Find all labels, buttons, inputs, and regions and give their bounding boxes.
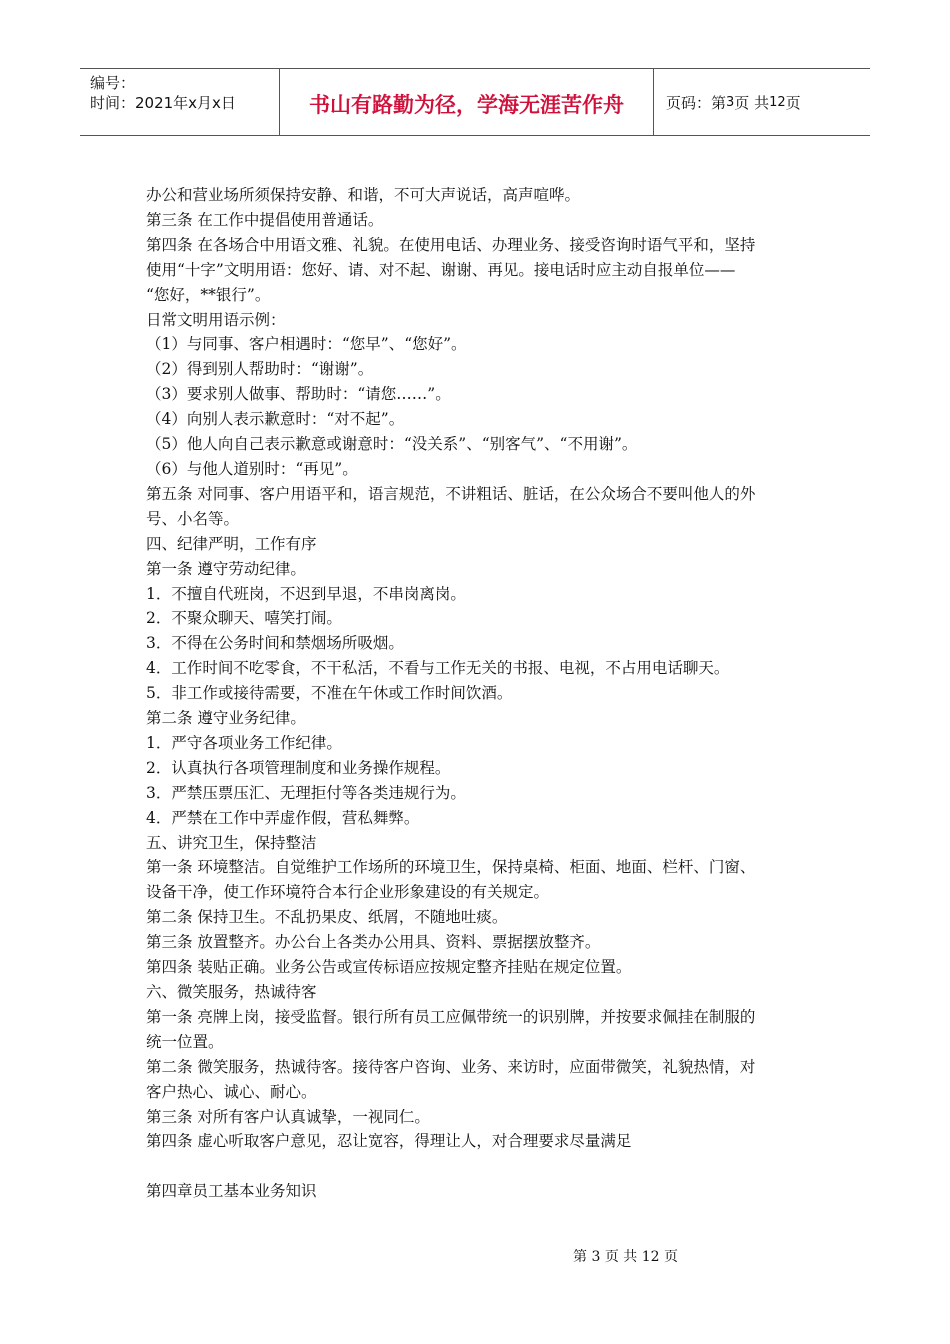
page-mid: 页 共 bbox=[734, 93, 770, 112]
body-line: 第三条 在工作中提倡使用普通话。 bbox=[146, 210, 384, 229]
body-line: “您好，**银行”。 bbox=[146, 285, 271, 304]
body-line: 2．不聚众聊天、嘻笑打闹。 bbox=[146, 609, 342, 628]
date-label: 时间：2021年x月x日 bbox=[90, 94, 236, 112]
body-line: 第一条 亮牌上岗，接受监督。银行所有员工应佩带统一的识别牌，并按要求佩挂在制服的 bbox=[146, 1007, 756, 1026]
body-line: 1．严守各项业务工作纪律。 bbox=[146, 733, 342, 752]
body-line: 2．认真执行各项管理制度和业务操作规程。 bbox=[146, 758, 451, 777]
body-line: 五、讲究卫生，保持整洁 bbox=[146, 833, 317, 852]
body-line: 4．严禁在工作中弄虚作假，营私舞弊。 bbox=[146, 808, 420, 827]
body-line: 第三条 放置整齐。办公台上各类办公用具、资料、票据摆放整齐。 bbox=[146, 933, 601, 952]
body-line: 使用“十字”文明用语：您好、请、对不起、谢谢、再见。接电话时应主动自报单位—— bbox=[146, 260, 736, 279]
body-line: 日常文明用语示例： bbox=[146, 310, 286, 329]
body-line: （3）要求别人做事、帮助时：“请您……”。 bbox=[146, 385, 451, 404]
body-line: 第一条 遵守劳动纪律。 bbox=[146, 559, 306, 578]
paragraph-gap bbox=[146, 1154, 816, 1179]
body-line: 第二条 遵守业务纪律。 bbox=[146, 709, 306, 728]
body-line: 第三条 对所有客户认真诚挚，一视同仁。 bbox=[146, 1107, 430, 1126]
page-suffix: 页 bbox=[785, 93, 801, 112]
body-line: 第四条 虚心听取客户意见，忍让宽容，得理让人，对合理要求尽量满足 bbox=[146, 1132, 632, 1151]
body-line: 第五条 对同事、客户用语平和，语言规范，不讲粗话、脏话，在公众场合不要叫他人的外 bbox=[146, 484, 756, 503]
body-line: 统一位置。 bbox=[146, 1032, 224, 1051]
body-lines bbox=[146, 183, 816, 1154]
page-total: 12 bbox=[769, 94, 786, 110]
body-line: 客户热心、诚心、耐心。 bbox=[146, 1082, 317, 1101]
body-line: 第四条 在各场合中用语文雅、礼貌。在使用电话、办理业务、接受咨询时语气平和，坚持 bbox=[146, 235, 756, 254]
header-page-number bbox=[654, 69, 870, 135]
body-line: 3．不得在公务时间和禁烟场所吸烟。 bbox=[146, 634, 404, 653]
body-line: 第一条 环境整洁。自觉维护工作场所的环境卫生，保持桌椅、柜面、地面、栏杆、门窗、 bbox=[146, 858, 756, 877]
body-line: 六、微笑服务，热诚待客 bbox=[146, 983, 317, 1001]
body-line: 第四条 装贴正确。业务公告或宣传标语应按规定整齐挂贴在规定位置。 bbox=[146, 958, 632, 977]
page-prefix: 页码：第 bbox=[666, 93, 727, 112]
page-current: 3 bbox=[726, 94, 735, 110]
header-meta bbox=[80, 69, 280, 135]
body-line: （2）得到别人帮助时：“谢谢”。 bbox=[146, 360, 374, 379]
body-line: （1）与同事、客户相遇时：“您早”、“您好”。 bbox=[146, 335, 467, 354]
serial-label: 编号： bbox=[90, 74, 136, 92]
body-line: 四、纪律严明，工作有序 bbox=[146, 534, 317, 553]
body-line: 4．工作时间不吃零食，不干私活，不看与工作无关的书报、电视，不占用电话聊天。 bbox=[146, 659, 730, 678]
page-footer bbox=[0, 1246, 950, 1266]
body-line: 第二条 保持卫生。不乱扔果皮、纸屑，不随地吐痰。 bbox=[146, 908, 508, 927]
body-line: 3．严禁压票压汇、无理拒付等各类违规行为。 bbox=[146, 783, 466, 802]
body-line: （6）与他人道别时：“再见”。 bbox=[146, 459, 358, 478]
body-line: 第二条 微笑服务，热诚待客。接待客户咨询、业务、来访时，应面带微笑，礼貌热情，对 bbox=[146, 1057, 756, 1076]
document-body bbox=[146, 183, 816, 1204]
header-motto: 书山有路勤为径，学海无涯苦作舟 bbox=[280, 69, 654, 135]
body-line: （4）向别人表示歉意时：“对不起”。 bbox=[146, 410, 405, 429]
body-line: 办公和营业场所须保持安静、和谐，不可大声说话，高声喧哗。 bbox=[146, 186, 581, 204]
body-line: （5）他人向自己表示歉意或谢意时：“没关系”、“别客气”、“不用谢”。 bbox=[146, 435, 638, 454]
chapter-heading: 第四章员工基本业务知识 bbox=[146, 1182, 317, 1201]
body-line: 5．非工作或接待需要，不准在午休或工作时间饮酒。 bbox=[146, 684, 513, 703]
page-header bbox=[80, 68, 870, 136]
body-line: 设备干净，使工作环境符合本行企业形象建设的有关规定。 bbox=[146, 883, 550, 902]
footer-page-text: 第 3 页 共 12 页 bbox=[573, 1249, 678, 1265]
body-line: 号、小名等。 bbox=[146, 509, 240, 528]
body-line: 1．不擅自代班岗，不迟到早退，不串岗离岗。 bbox=[146, 584, 466, 603]
